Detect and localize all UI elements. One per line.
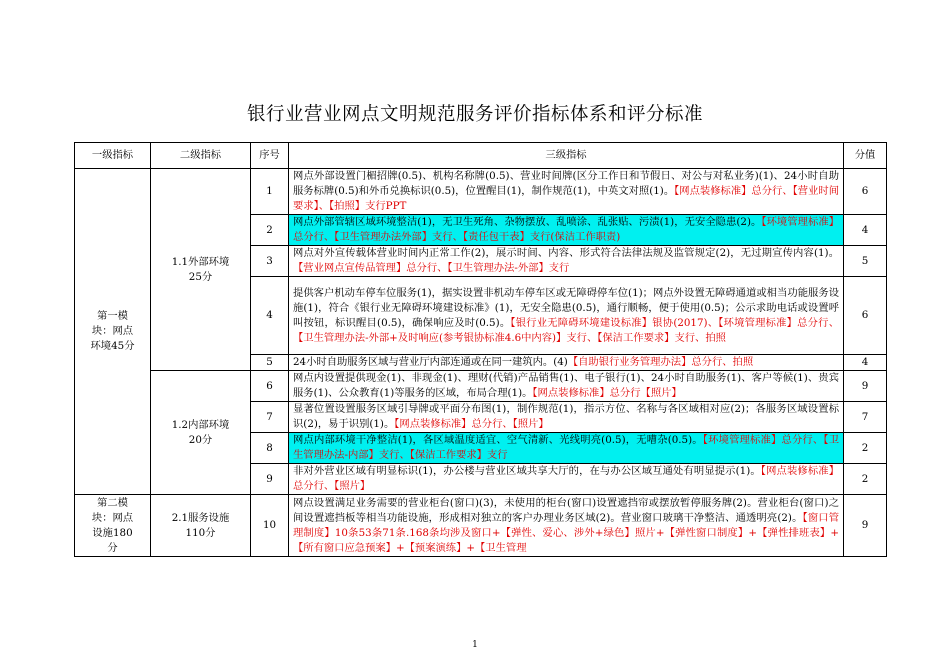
reference-text: 【网点装修标准】总分行、【照片】 (293, 465, 839, 492)
reference-text: 【网点装修标准】总分行、【营业时间要求】、【拍照】支行PPT (293, 185, 840, 212)
header-level3: 三级指标 (289, 143, 844, 169)
level2-cell: 2.1服务设施110分 (151, 495, 251, 557)
criteria-cell (289, 277, 844, 355)
criteria-cell (289, 215, 844, 246)
row-number: 3 (251, 246, 289, 277)
reference-text: 【网点装修标准】总分行、【照片】 (394, 418, 549, 430)
header-score: 分值 (844, 143, 887, 169)
criteria-cell (289, 495, 844, 557)
score-cell: 5 (844, 246, 887, 277)
level2-cell: 1.1外部环境25分 (151, 169, 251, 371)
reference-text: 【环境管理标准】总分行、【卫生管理办法-内部】支行、【保洁工作要求】支行 (293, 434, 840, 461)
criteria-cell (289, 464, 844, 495)
row-number: 1 (251, 169, 289, 215)
criteria-text: 非对外营业区域有明显标识(1)，办公楼与营业区域共享大厅的，在与办公区域互通处有明显提示(1)。 (293, 465, 761, 477)
score-cell: 2 (844, 433, 887, 464)
criteria-cell (289, 246, 844, 277)
criteria-text: 网点对外宣传载体营业时间内正常工作(2)，展示时间、内容、形式符合法律法规及监管规定(2)，无过期宣传内容(1)。 (293, 247, 839, 259)
criteria-cell (289, 371, 844, 402)
criteria-text: 网点外部管辖区域环境整洁(1)，无卫生死角、杂物摆放、乱喷涂、乱张贴、污渍(1)，无安全隐患(2)。 (293, 216, 762, 228)
criteria-cell (289, 402, 844, 433)
criteria-text: 提供客户机动车停车位服务(1)，据实设置非机动车停车区或无障碍停车位(1)；网点外设置无障碍通道或相当功能服务设施(1)，符合《银行业无障碍环境建设标准》(1)，无安全隐患(0.5)，通行顺畅，便于使用(0.5)；公示求助电话或设置呼叫按钮，标识醒目(0.5)，确保响应及时(0.5)。 (293, 286, 839, 329)
header-level1: 一级指标 (75, 143, 151, 169)
criteria-text: 网点内部环境干净整洁(1)，各区域温度适宜、空气清新、光线明亮(0.5)，无嘈杂(0.5)。 (293, 434, 703, 446)
score-cell: 9 (844, 371, 887, 402)
row-number: 8 (251, 433, 289, 464)
score-cell: 4 (844, 355, 887, 371)
reference-text: 【环境管理标准】总分行、【卫生管理办法外部】支行、【责任包干表】支行(保洁工作职责) (293, 216, 839, 243)
table-header-row (75, 143, 887, 169)
row-number: 9 (251, 464, 289, 495)
criteria-cell (289, 169, 844, 215)
header-level2: 二级指标 (151, 143, 251, 169)
criteria-text: 网点设置满足业务需要的营业柜台(窗口)(3)，未使用的柜台(窗口)设置遮挡帘或摆放暂停服务牌(2)。营业柜台(窗口)之间设置遮挡板等相当功能设施，形成相对独立的客户办理业务区域(2)。营业窗口玻璃干净整洁、通透明亮(2)。 (293, 496, 839, 524)
score-cell: 2 (844, 464, 887, 495)
table-row (75, 371, 887, 402)
score-cell: 7 (844, 402, 887, 433)
table-row (75, 495, 887, 557)
row-number: 10 (251, 495, 289, 557)
criteria-text: 网点外部设置门楣招牌(0.5)、机构名称牌(0.5)、营业时间牌(区分工作日和节假日、对公与对私业务)(1)、24小时自助服务标牌(0.5)和外币兑换标识(0.5)，位置醒目(1)，制作规范(1)，中英文对照(1)。 (293, 170, 839, 197)
document-title: 银行业营业网点文明规范服务评价指标体系和评分标准 (246, 104, 703, 125)
level1-cell: 第二模块：网点设施180分 (75, 495, 151, 557)
reference-text: 【网点装修标准】总分行【照片】 (532, 387, 682, 399)
criteria-cell (289, 355, 844, 371)
row-number: 4 (251, 277, 289, 355)
reference-text: 【窗口管理制度】10条53条71条.168条均涉及窗口+【弹性、爱心、涉外+绿色】照片+【弹性窗口制度】+【弹性排班表】+【所有窗口应急预案】+【预案演练】+【卫生管理 (293, 511, 839, 554)
row-number: 5 (251, 355, 289, 371)
criteria-table (74, 142, 887, 557)
criteria-text: 网点内设置提供现金(1)、非现金(1)、理财(代销)产品销售(1)、电子银行(1)、24小时自助服务(1)、客户等候(1)、贵宾服务(1)、公众教育(1)等服务的区域，布局合理(1)。 (293, 372, 839, 399)
criteria-text: 显著位置设置服务区域引导牌或平面分布图(1)，制作规范(1)，指示方位、名称与各区域相对应(2)；各服务区域设置标识(2)，易于识别(1)。 (293, 403, 839, 430)
reference-text: 【自助银行业务管理办法】总分行、拍照 (567, 356, 754, 368)
criteria-cell (289, 433, 844, 464)
row-number: 7 (251, 402, 289, 433)
score-cell: 4 (844, 215, 887, 246)
level1-cell: 第一模块：网点环境45分 (75, 169, 151, 495)
table-row (75, 169, 887, 215)
score-cell: 6 (844, 169, 887, 215)
reference-text: 【营业网点宣传品管理】总分行、【卫生管理办法-外部】支行 (293, 262, 570, 274)
level2-cell: 1.2内部环境20分 (151, 371, 251, 495)
reference-text: 【银行业无障碍环境建设标准】银协(2017)、【环境管理标准】总分行、【卫生管理办法-外部+及时响应(参考银协标准4.6中内容)】支行、【保洁工作要求】支行、拍照 (293, 316, 839, 344)
page-number: 1 (472, 640, 478, 650)
row-number: 6 (251, 371, 289, 402)
score-cell: 6 (844, 277, 887, 355)
score-cell: 9 (844, 495, 887, 557)
criteria-text: 24小时自助服务区域与营业厅内部连通或在同一建筑内。(4) (293, 356, 568, 368)
row-number: 2 (251, 215, 289, 246)
header-number: 序号 (251, 143, 289, 169)
